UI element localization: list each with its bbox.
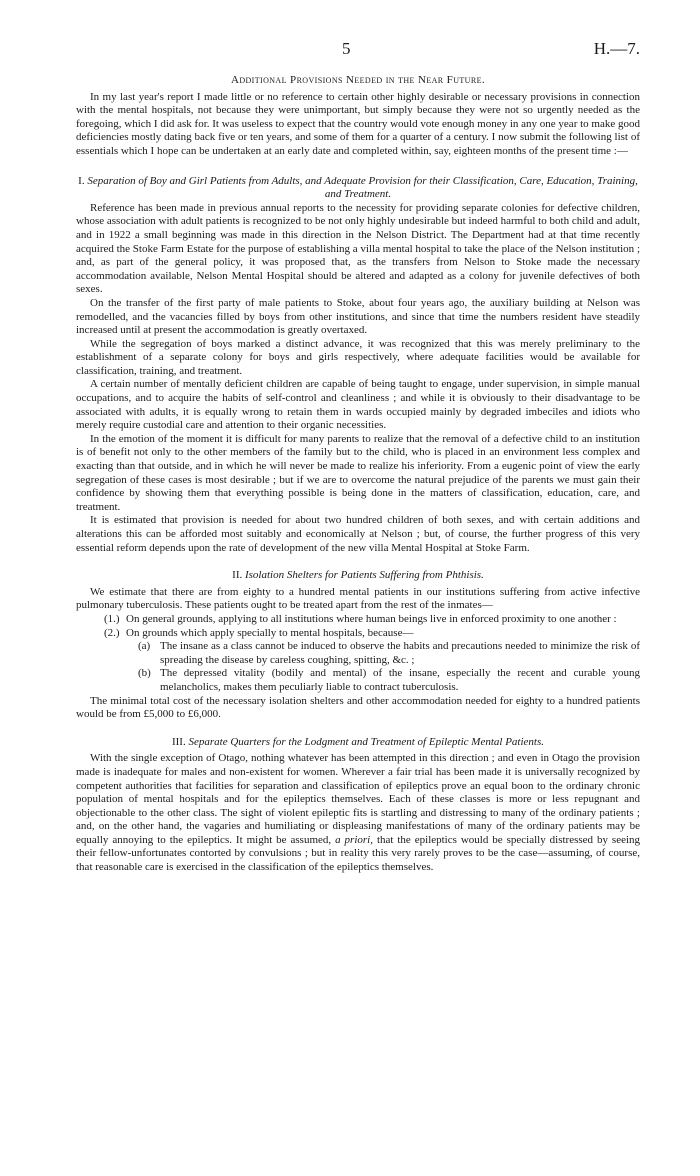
section-3-paragraph <box>76 752 640 874</box>
document-reference: H.—7. <box>593 39 640 58</box>
section-1-paragraph: It is estimated that provision is needed for about two hundred children of both sexes, and with certain additions and alterations this can be afforded most suitably and economically at Nelson ; but, of course, the further progress of this very essential reform depends upon the rate of development of the new villa Mental Hospital at Stoke Farm. <box>76 514 640 554</box>
sub-list-item <box>76 667 640 694</box>
section-3-heading <box>76 736 640 750</box>
section-2-intro: We estimate that there are from eighty to a hundred mental patients in our institutions suffering from active infective pulmonary tuberculosis. These patients ought to be treated apart from the rest of the inmates— <box>76 585 640 612</box>
section-2-heading <box>76 569 640 583</box>
page-number: 5 <box>342 39 351 58</box>
section-3-text-b: that the epileptics would be specially distressed by seeing their fellow-unfortunates contorted by convulsions ; but in reality this very rarely proves to be the case—assuming, of course, that reasonable care is exercised in the classification of the epileptics themselves. <box>76 833 641 874</box>
section-1-heading <box>76 175 640 202</box>
section-1-numeral: I. <box>78 174 85 187</box>
section-1-paragraph: On the transfer of the first party of male patients to Stoke, about four years ago, the auxiliary building at Nelson was remodelled, and the vacancies filled by boys from other institutions, and since that time the numbers resident have steadily increased until at present the accommodation is greatly overtaxed. <box>76 296 640 337</box>
section-3-title: Separate Quarters for the Lodgment and Treatment of Epileptic Mental Patients. <box>188 735 545 748</box>
list-item <box>76 613 640 627</box>
section-1-paragraph: In the emotion of the moment it is difficult for many parents to realize that the removal of a defective child to an institution is of benefit not only to the other members of the family but to the child, who is placed in an environment less complex and exacting than that outside, and in which he will never be made to realize his inferiority. From a eugenic point of view the early segregation of these cases is most desirable ; but if we are to overcome the natural prejudice of the parents we must gain their confidence by showing them that everything possible is being done in the matters of classification, education, care, and treatment. <box>76 432 640 513</box>
list-item <box>76 627 640 641</box>
section-1-paragraph: While the segregation of boys marked a distinct advance, it was recognized that this was merely preliminary to the establishment of a separate colony for boys and girls respectively, where adequate facilities would be available for classification, training, and treatment. <box>76 337 640 377</box>
list-item-text: On general grounds, applying to all institutions where human beings live in enforced proximity to one another : <box>126 612 617 625</box>
section-1-paragraph: A certain number of mentally deficient children are capable of being taught to engage, under supervision, in simple manual occupations, and to acquire the habits of self-control and cleanliness ; and while it is obviously to their disadvantage to be associated with adults, it is equally wrong to retain them in wards occupied mainly by degraded imbeciles and idiots who merely require custodial care and attention to their organic necessities. <box>76 378 640 432</box>
sub-list-item <box>76 640 640 667</box>
section-3-numeral: III. <box>171 735 186 748</box>
list-marker: (2.) <box>104 626 120 639</box>
section-2-closing: The minimal total cost of the necessary isolation shelters and other accommodation needed for eighty to a hundred patients would be from £5,000 to £6,000. <box>76 694 640 721</box>
section-2-title: Isolation Shelters for Patients Suffering from Phthisis. <box>244 569 484 582</box>
intro-paragraph: In my last year's report I made little or no reference to certain other highly desirable or necessary provisions in connection with the mental hospitals, not because they were unimportant, but simply because they were not so urgently needed as the foregoing, which I did ask for. It was useless to expect that the country would vote enough money in any one year to make good deficiencies mostly dating back five or ten years, and some of them for a quarter of a century. I now submit the following list of essentials which I hope can be undertaken at an early date and completed within, say, eighteen months of the present time :— <box>76 90 640 157</box>
list-marker: (a) <box>138 640 151 653</box>
list-marker: (1.) <box>104 612 120 625</box>
list-item-text: The insane as a class cannot be induced to observe the habits and precautions needed to minimize the risk of spreading the disease by careless coughing, spitting, &c. ; <box>160 640 640 666</box>
section-2-numeral: II. <box>232 569 243 582</box>
list-marker: (b) <box>138 667 151 680</box>
section-1-paragraph: Reference has been made in previous annual reports to the necessity for providing separate colonies for defective children, whose association with adult patients is recognized to be not only highly undesirable but indeed harmful to both child and adult, and in 1922 a small beginning was made in this direction in the Nelson District. The Department had at that time recently acquired the Stoke Farm Estate for the purpose of establishing a villa mental hospital to take the place of the Nelson institution ; and, as part of the general policy, it was proposed that, as the transfers from Nelson to Stoke made the necessary accommodation available, Nelson Mental Hospital should be altered and adapted as a colony for juvenile defectives of both sexes. <box>76 201 640 296</box>
list-item-text: On grounds which apply specially to mental hospitals, because— <box>126 626 414 639</box>
section-heading: Additional Provisions Needed in the Near Future. <box>230 74 486 86</box>
section-3-text-a: With the single exception of Otago, nothing whatever has been attempted in this direction ; and even in Otago the provision made is inadequate for males and non-existent for women. Wherever a fair trial has been made it is universally recognized by competent authorities that facilities for separation and classification of epileptics prove an equal boon to the ordinary chronic population of mental hospitals and for the epileptics themselves. Each of these classes is more or less repugnant and objectionable to the other class. The sight of violent epileptic fits is startling and distressing to many of the ordinary patients ; and, on the other hand, the vagaries and humiliating or displeasing manifestations of many of the ordinary patients may be equally annoying to the epileptics. It might be assumed, <box>76 752 640 846</box>
section-1-title: Separation of Boy and Girl Patients from Adults, and Adequate Provision for their Classification, Care, Education, Training, and Treatment. <box>87 174 638 201</box>
list-item-text: The depressed vitality (bodily and mental) of the insane, especially the recent and curable young melancholics, makes them peculiarly liable to contract tuberculosis. <box>160 667 640 693</box>
a-priori: a priori, <box>335 833 373 846</box>
section-2-list <box>76 613 640 695</box>
